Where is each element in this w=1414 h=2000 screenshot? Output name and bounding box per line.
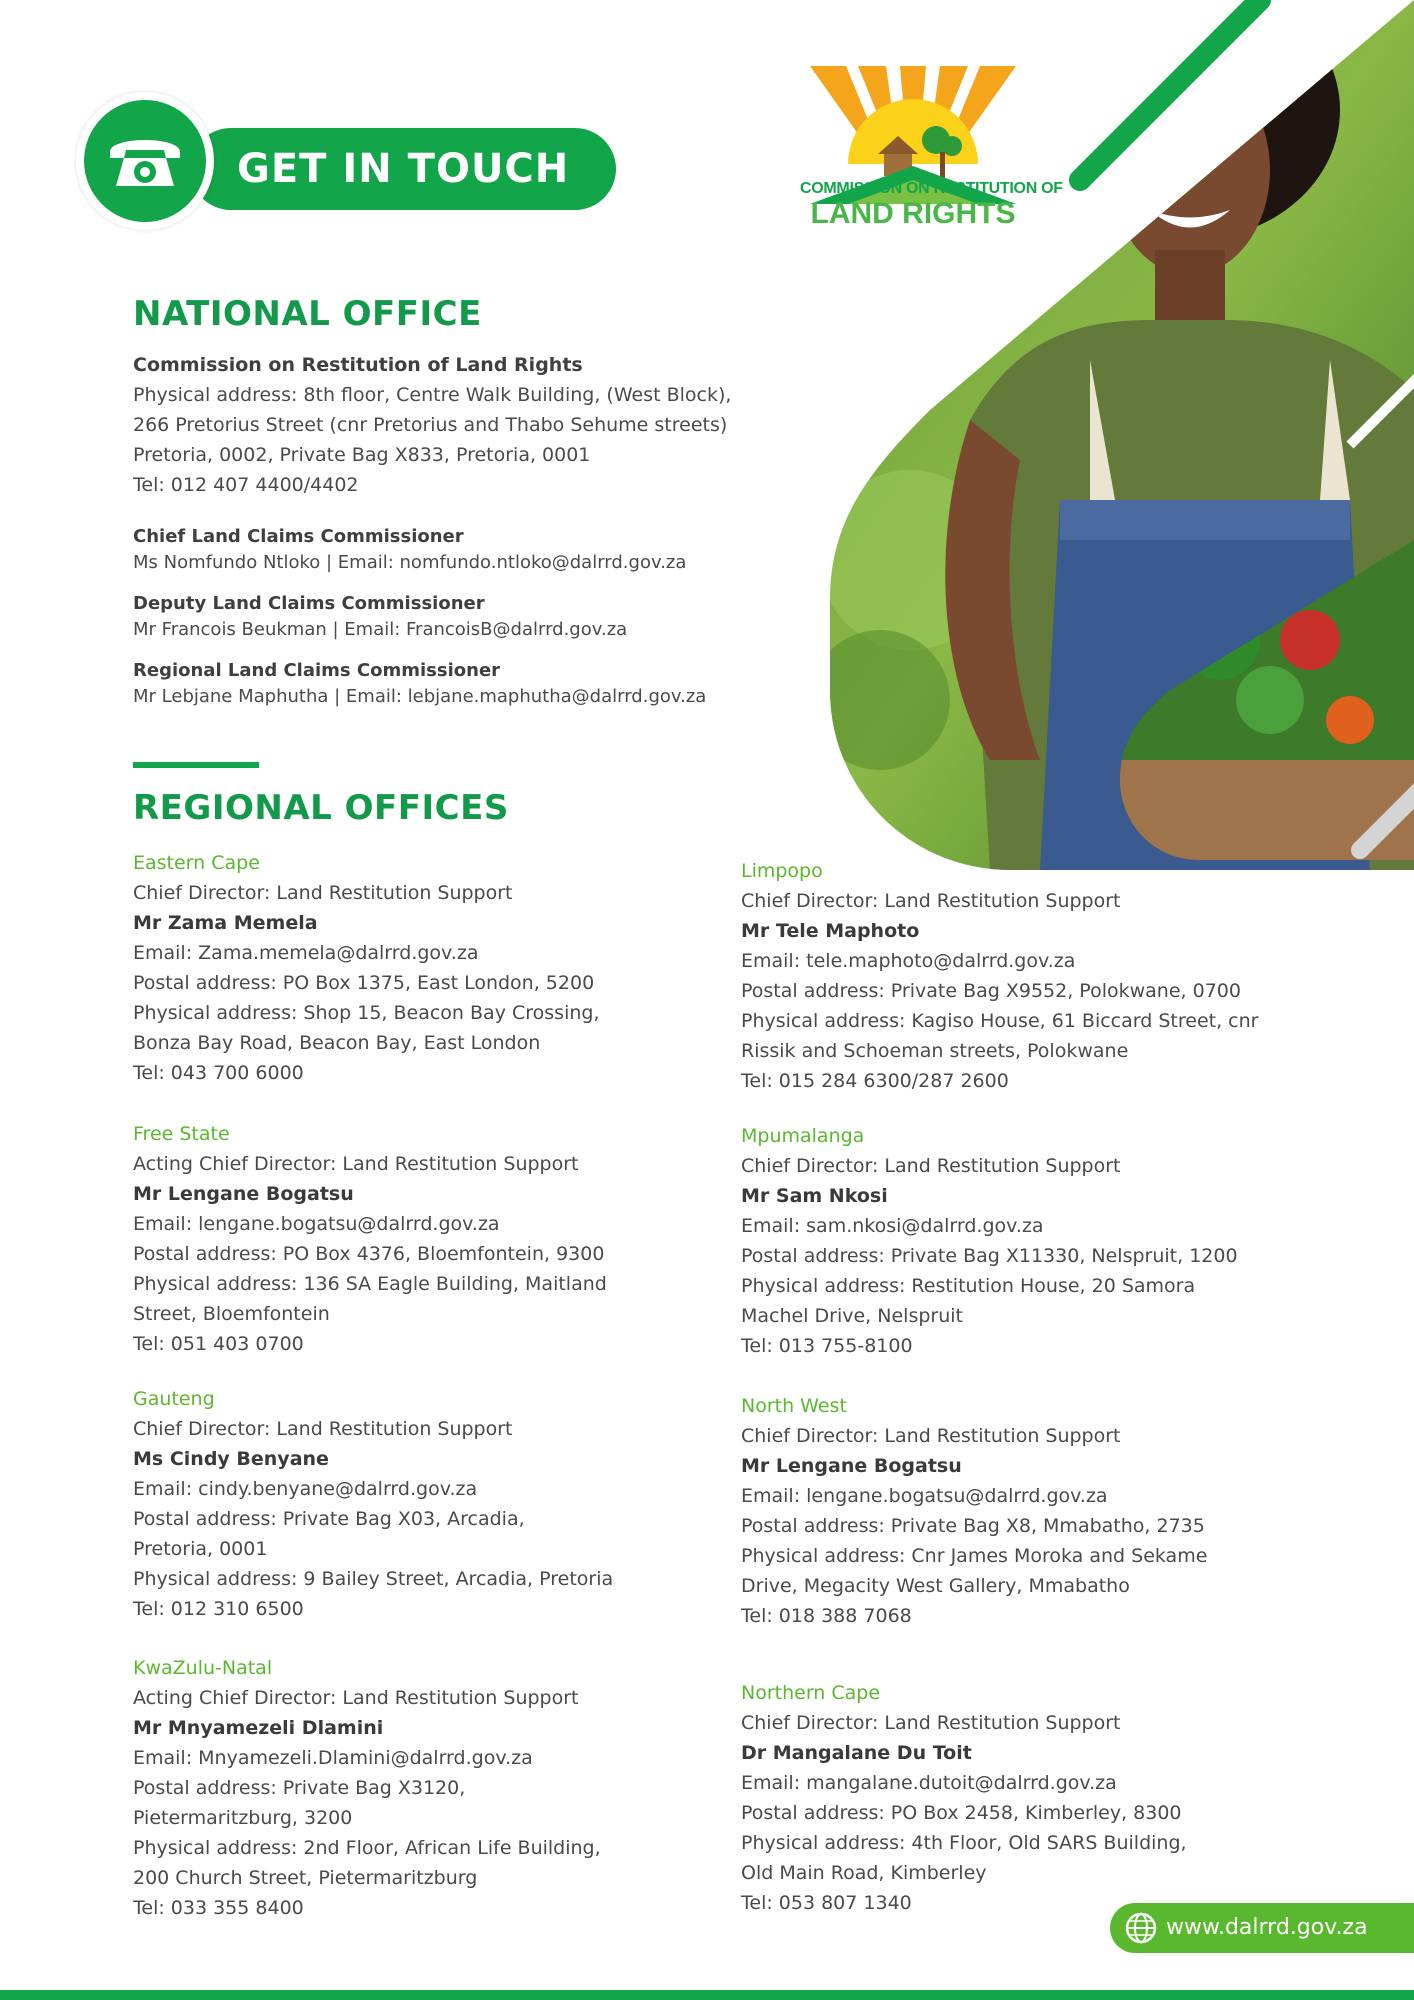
region-tel: Tel: 051 403 0700 [133, 1333, 304, 1355]
telephone-icon [84, 100, 206, 222]
region-email[interactable]: Email: cindy.benyane@dalrrd.gov.za [133, 1478, 478, 1500]
region-name: KwaZulu-Natal [133, 1657, 273, 1679]
region-tel: Tel: 053 807 1340 [741, 1892, 912, 1914]
region-name: Northern Cape [741, 1682, 881, 1704]
region-north-west [741, 1391, 1301, 1631]
region-line: Physical address: 136 SA Eagle Building, Maitland [133, 1273, 607, 1295]
region-line: Physical address: 4th Floor, Old SARS Building, [741, 1832, 1187, 1854]
region-line: Postal address: Private Bag X9552, Polokwane, 0700 [741, 980, 1241, 1002]
commissioner-role: Deputy Land Claims Commissioner [133, 593, 485, 614]
region-line: Physical address: 2nd Floor, African Life Building, [133, 1837, 601, 1859]
national-address-line: Pretoria, 0002, Private Bag X833, Pretoria, 0001 [133, 444, 591, 466]
logo-text-top: COMMISSION ON RESTITUTION OF [800, 180, 1063, 197]
region-line: Physical address: Kagiso House, 61 Biccard Street, cnr [741, 1010, 1259, 1032]
region-line: Postal address: PO Box 1375, East London, 5200 [133, 972, 595, 994]
region-tel: Tel: 018 388 7068 [741, 1605, 912, 1627]
section-divider [133, 762, 259, 768]
region-title: Chief Director: Land Restitution Support [133, 882, 513, 904]
region-email[interactable]: Email: tele.maphoto@dalrrd.gov.za [741, 950, 1076, 972]
region-line: Pietermaritzburg, 3200 [133, 1807, 353, 1829]
region-mpumalanga [741, 1121, 1301, 1361]
region-line: Bonza Bay Road, Beacon Bay, East London [133, 1032, 541, 1054]
region-name: Mpumalanga [741, 1125, 865, 1147]
region-email[interactable]: Email: lengane.bogatsu@dalrrd.gov.za [741, 1485, 1108, 1507]
region-email[interactable]: Email: Zama.memela@dalrrd.gov.za [133, 942, 479, 964]
region-line: Pretoria, 0001 [133, 1538, 268, 1560]
region-line: Postal address: Private Bag X03, Arcadia, [133, 1508, 525, 1530]
region-tel: Tel: 015 284 6300/287 2600 [741, 1070, 1009, 1092]
national-office-heading: NATIONAL OFFICE [133, 294, 482, 334]
region-name: Gauteng [133, 1388, 215, 1410]
region-title: Acting Chief Director: Land Restitution Support [133, 1687, 579, 1709]
region-tel: Tel: 013 755-8100 [741, 1335, 913, 1357]
region-free-state [133, 1119, 693, 1359]
commissioner-detail[interactable]: Mr Francois Beukman | Email: FrancoisB@dalrrd.gov.za [133, 619, 628, 640]
region-tel: Tel: 043 700 6000 [133, 1062, 304, 1084]
region-person: Mr Tele Maphoto [741, 920, 920, 942]
region-title: Chief Director: Land Restitution Support [741, 1425, 1121, 1447]
region-email[interactable]: Email: sam.nkosi@dalrrd.gov.za [741, 1215, 1044, 1237]
region-email[interactable]: Email: mangalane.dutoit@dalrrd.gov.za [741, 1772, 1117, 1794]
region-tel: Tel: 012 310 6500 [133, 1598, 304, 1620]
region-eastern-cape [133, 848, 693, 1088]
region-line: Machel Drive, Nelspruit [741, 1305, 963, 1327]
commissioner-detail[interactable]: Ms Nomfundo Ntloko | Email: nomfundo.ntloko@dalrrd.gov.za [133, 552, 687, 573]
region-line: Physical address: 9 Bailey Street, Arcadia, Pretoria [133, 1568, 614, 1590]
commissioner-detail[interactable]: Mr Lebjane Maphutha | Email: lebjane.maphutha@dalrrd.gov.za [133, 686, 707, 707]
region-line: Physical address: Cnr James Moroka and Sekame [741, 1545, 1208, 1567]
region-name: Limpopo [741, 860, 823, 882]
region-title: Acting Chief Director: Land Restitution Support [133, 1153, 579, 1175]
region-title: Chief Director: Land Restitution Support [741, 1155, 1121, 1177]
region-email[interactable]: Email: Mnyamezeli.Dlamini@dalrrd.gov.za [133, 1747, 533, 1769]
national-address-line: 266 Pretorius Street (cnr Pretorius and Thabo Sehume streets) [133, 414, 728, 436]
region-line: Postal address: Private Bag X8, Mmabatho, 2735 [741, 1515, 1205, 1537]
region-person: Mr Mnyamezeli Dlamini [133, 1717, 384, 1739]
national-tel: Tel: 012 407 4400/4402 [133, 474, 359, 496]
region-line: Old Main Road, Kimberley [741, 1862, 987, 1884]
region-name: North West [741, 1395, 847, 1417]
region-line: Physical address: Restitution House, 20 Samora [741, 1275, 1196, 1297]
region-line: Postal address: Private Bag X11330, Nelspruit, 1200 [741, 1245, 1238, 1267]
region-line: Postal address: PO Box 2458, Kimberley, 8300 [741, 1802, 1182, 1824]
region-gauteng [133, 1384, 693, 1624]
logo-text-bottom: LAND RIGHTS [810, 197, 1016, 230]
region-title: Chief Director: Land Restitution Support [741, 1712, 1121, 1734]
region-line: Postal address: PO Box 4376, Bloemfontein, 9300 [133, 1243, 605, 1265]
region-person: Mr Sam Nkosi [741, 1185, 888, 1207]
region-line: Physical address: Shop 15, Beacon Bay Crossing, [133, 1002, 600, 1024]
region-limpopo [741, 856, 1301, 1096]
national-address-line: Physical address: 8th floor, Centre Walk Building, (West Block), [133, 384, 732, 406]
region-line: 200 Church Street, Pietermaritzburg [133, 1867, 478, 1889]
region-person: Dr Mangalane Du Toit [741, 1742, 972, 1764]
region-kwazulu-natal [133, 1653, 693, 1923]
region-northern-cape [741, 1678, 1301, 1918]
commissioner-role: Regional Land Claims Commissioner [133, 660, 501, 681]
region-person: Ms Cindy Benyane [133, 1448, 329, 1470]
regional-offices-heading: REGIONAL OFFICES [133, 788, 509, 828]
commissioner-role: Chief Land Claims Commissioner [133, 526, 464, 547]
region-email[interactable]: Email: lengane.bogatsu@dalrrd.gov.za [133, 1213, 500, 1235]
region-person: Mr Lengane Bogatsu [741, 1455, 962, 1477]
region-line: Street, Bloemfontein [133, 1303, 330, 1325]
bottom-bar [0, 1990, 1414, 2000]
region-person: Mr Lengane Bogatsu [133, 1183, 354, 1205]
region-title: Chief Director: Land Restitution Support [741, 890, 1121, 912]
region-line: Drive, Megacity West Gallery, Mmabatho [741, 1575, 1130, 1597]
region-line: Postal address: Private Bag X3120, [133, 1777, 466, 1799]
region-line: Rissik and Schoeman streets, Polokwane [741, 1040, 1129, 1062]
region-person: Mr Zama Memela [133, 912, 318, 934]
region-name: Free State [133, 1123, 230, 1145]
region-title: Chief Director: Land Restitution Support [133, 1418, 513, 1440]
globe-icon [1124, 1911, 1158, 1945]
national-office-org: Commission on Restitution of Land Rights [133, 354, 583, 376]
website-link[interactable]: www.dalrrd.gov.za [1166, 1915, 1368, 1940]
region-tel: Tel: 033 355 8400 [133, 1897, 304, 1919]
page-title: GET IN TOUCH [237, 146, 570, 192]
region-name: Eastern Cape [133, 852, 260, 874]
